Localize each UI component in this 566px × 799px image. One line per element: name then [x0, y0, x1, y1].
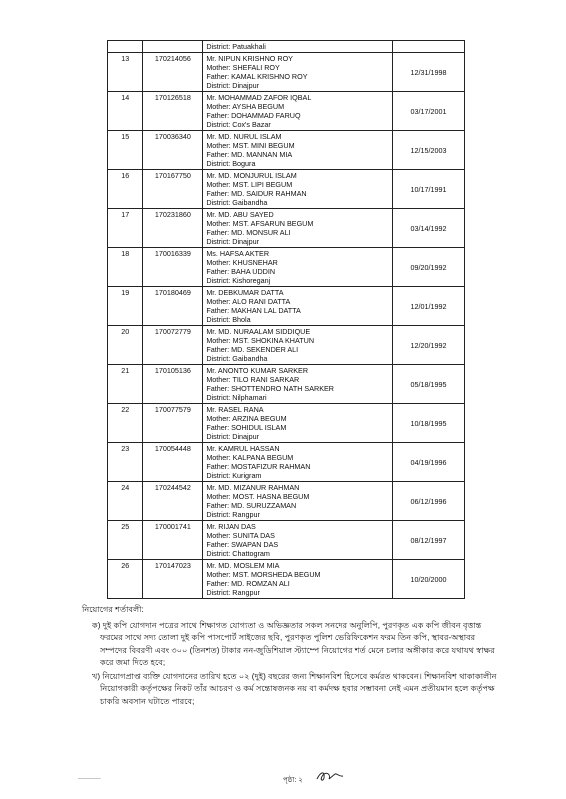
- candidate-name: Mr. MD. NURUL ISLAM: [206, 132, 282, 141]
- candidate-info-cell: [203, 365, 393, 404]
- table-row: [108, 365, 465, 404]
- roll-number-cell: 170180469: [143, 287, 203, 326]
- candidate-father: Father: SWAPAN DAS: [206, 540, 279, 549]
- table-row: [108, 404, 465, 443]
- candidate-name: Mr. MD. ABU SAYED: [206, 210, 274, 219]
- candidate-father: Father: MD. MANNAN MIA: [206, 150, 293, 159]
- table-row: [108, 92, 465, 131]
- candidate-info-cell: [203, 404, 393, 443]
- serial-cell: 22: [108, 404, 143, 443]
- candidate-name: Mr. NIPUN KRISHNO ROY: [206, 54, 293, 63]
- candidate-district: District: Gaibandha: [206, 354, 268, 363]
- roll-number-cell: 170244542: [143, 482, 203, 521]
- candidate-father: Father: MOSTAFIZUR RAHMAN: [206, 462, 311, 471]
- candidate-father: Father: MD. SEKENDER ALI: [206, 345, 299, 354]
- serial-cell: 17: [108, 209, 143, 248]
- candidate-name: Mr. MD. MOSLEM MIA: [206, 561, 280, 570]
- candidate-father: Father: MD. SAIDUR RAHMAN: [206, 189, 307, 198]
- conditions-title: নিয়োগের শর্তাবলী:: [82, 605, 144, 614]
- birth-date-cell: 05/18/1995: [392, 365, 464, 404]
- birth-date-cell: 10/18/1995: [392, 404, 464, 443]
- birth-date-cell: [392, 41, 464, 53]
- table-row: [108, 41, 465, 53]
- serial-cell: 15: [108, 131, 143, 170]
- candidate-mother: Mother: TILO RANI SARKAR: [206, 375, 300, 384]
- candidate-info-cell: [203, 287, 393, 326]
- candidate-district: District: Cox's Bazar: [206, 120, 271, 129]
- candidate-district: District: Dinajpur: [206, 237, 260, 246]
- candidate-mother: Mother: MST. MORSHEDA BEGUM: [206, 570, 321, 579]
- candidate-info-cell: [203, 53, 393, 92]
- table-row: [108, 53, 465, 92]
- birth-date-cell: 12/15/2003: [392, 131, 464, 170]
- roll-number-cell: 170147023: [143, 560, 203, 599]
- birth-date-cell: 04/19/1996: [392, 443, 464, 482]
- candidate-info-cell: [203, 41, 393, 53]
- roll-number-cell: 170036340: [143, 131, 203, 170]
- table-row: [108, 131, 465, 170]
- candidate-name: Mr. RIJAN DAS: [206, 522, 256, 531]
- candidate-district: District: Kurigram: [206, 471, 262, 480]
- candidate-name: Mr. MD. NURAALAM SIDDIQUE: [206, 327, 311, 336]
- serial-cell: 18: [108, 248, 143, 287]
- candidate-name: Mr. DEBKUMAR DATTA: [206, 288, 284, 297]
- birth-date-cell: 08/12/1997: [392, 521, 464, 560]
- candidate-district: District: Bhola: [206, 315, 251, 324]
- candidate-mother: Mother: MST. MINI BEGUM: [206, 141, 295, 150]
- roll-number-cell: 170077579: [143, 404, 203, 443]
- candidate-mother: Mother: SUNITA DAS: [206, 531, 275, 540]
- candidate-father: Father: MD. ROMZAN ALI: [206, 579, 290, 588]
- candidate-mother: Mother: MST. LIPI BEGUM: [206, 180, 293, 189]
- table-row: [108, 521, 465, 560]
- serial-cell: 14: [108, 92, 143, 131]
- candidate-district: District: Rangpur: [206, 588, 260, 597]
- candidate-district: District: Dinajpur: [206, 432, 260, 441]
- candidate-father: Father: SHOTTENDRO NATH SARKER: [206, 384, 334, 393]
- serial-cell: 20: [108, 326, 143, 365]
- candidate-father: Father: MAKHAN LAL DATTA: [206, 306, 301, 315]
- candidate-district: District: Gaibandha: [206, 198, 268, 207]
- serial-cell: 23: [108, 443, 143, 482]
- serial-cell: 24: [108, 482, 143, 521]
- appointment-conditions: [82, 604, 500, 709]
- birth-date-cell: 09/20/1992: [392, 248, 464, 287]
- candidate-info-cell: [203, 170, 393, 209]
- candidate-mother: Mother: MOST. HASNA BEGUM: [206, 492, 310, 501]
- roll-number-cell: 170054448: [143, 443, 203, 482]
- candidate-name: Mr. ANONTO KUMAR SARKER: [206, 366, 309, 375]
- candidate-info-cell: [203, 248, 393, 287]
- serial-cell: 26: [108, 560, 143, 599]
- birth-date-cell: 03/17/2001: [392, 92, 464, 131]
- serial-cell: 13: [108, 53, 143, 92]
- roll-number-cell: 170016339: [143, 248, 203, 287]
- candidate-info-cell: [203, 521, 393, 560]
- roll-number-cell: 170167750: [143, 170, 203, 209]
- serial-cell: 16: [108, 170, 143, 209]
- candidate-father: Father: MD. MONSUR ALI: [206, 228, 291, 237]
- candidate-info-cell: [203, 92, 393, 131]
- birth-date-cell: 12/20/1992: [392, 326, 464, 365]
- serial-cell: 21: [108, 365, 143, 404]
- candidate-table: [107, 40, 465, 599]
- table-row: [108, 443, 465, 482]
- serial-cell: 25: [108, 521, 143, 560]
- birth-date-cell: 03/14/1992: [392, 209, 464, 248]
- candidate-mother: Mother: ARZINA BEGUM: [206, 414, 287, 423]
- candidate-info-cell: [203, 560, 393, 599]
- candidate-mother: Mother: SHEFALI ROY: [206, 63, 280, 72]
- candidate-district: District: Kishoreganj: [206, 276, 271, 285]
- birth-date-cell: 10/17/1991: [392, 170, 464, 209]
- candidate-district: District: Nilphamari: [206, 393, 267, 402]
- candidate-name: Mr. KAMRUL HASSAN: [206, 444, 280, 453]
- serial-cell: [108, 41, 143, 53]
- candidate-mother: Mother: ALO RANI DATTA: [206, 297, 291, 306]
- table-row: [108, 482, 465, 521]
- candidate-info-cell: [203, 209, 393, 248]
- candidate-mother: Mother: KALPANA BEGUM: [206, 453, 294, 462]
- candidate-district: District: Dinajpur: [206, 81, 260, 90]
- candidate-info-cell: [203, 443, 393, 482]
- candidate-father: Father: DOHAMMAD FARUQ: [206, 111, 301, 120]
- roll-number-cell: [143, 41, 203, 53]
- candidate-district: District: Patuakhali: [206, 42, 266, 51]
- candidate-district: District: Chattogram: [206, 549, 270, 558]
- candidate-name: Ms. HAFSA AKTER: [206, 249, 270, 258]
- footer-code-mark: ────────: [78, 776, 101, 781]
- candidate-name: Mr. MD. MONJURUL ISLAM: [206, 171, 297, 180]
- table-row: [108, 326, 465, 365]
- candidate-district: District: Rangpur: [206, 510, 260, 519]
- candidate-father: Father: BAHA UDDIN: [206, 267, 276, 276]
- roll-number-cell: 170231860: [143, 209, 203, 248]
- roll-number-cell: 170001741: [143, 521, 203, 560]
- candidate-name: Mr. MD. MIZANUR RAHMAN: [206, 483, 300, 492]
- birth-date-cell: 12/01/1992: [392, 287, 464, 326]
- candidate-mother: Mother: KHUSNEHAR: [206, 258, 278, 267]
- birth-date-cell: 12/31/1998: [392, 53, 464, 92]
- condition-item-kha: খ) নিয়োগপ্রাপ্ত ব্যক্তি যোগদানের তারিখ হতে ০২ (দুই) বছরের জন্য শিক্ষানবিশ হিসেবে কর্মরত থাকবেন। শিক্ষানবিশ থাকাকালীন নিয়োগকারী কর্তৃপক্ষের নিকট তাঁর আচরণ ও কর্ম সন্তোষজনক নয় বা কর্মদক্ষ হবার সম্ভাবনা নেই এমন প্রতীয়মান হলে কর্তৃপক্ষ চাকরি অবসান ঘটাতে পারবে;: [92, 671, 497, 706]
- table-row: [108, 209, 465, 248]
- candidate-name: Mr. MOHAMMAD ZAFOR IQBAL: [206, 93, 312, 102]
- candidate-table-body: [108, 41, 465, 599]
- roll-number-cell: 170126518: [143, 92, 203, 131]
- table-row: [108, 560, 465, 599]
- candidate-father: Father: MD. SURUZZAMAN: [206, 501, 297, 510]
- candidate-mother: Mother: AYSHA BEGUM: [206, 102, 285, 111]
- table-row: [108, 248, 465, 287]
- birth-date-cell: 06/12/1996: [392, 482, 464, 521]
- candidate-info-cell: [203, 326, 393, 365]
- candidate-father: Father: SOHIDUL ISLAM: [206, 423, 287, 432]
- condition-item-ka: ক) দুই কপি যোগদান পত্রের সাথে শিক্ষাগত যোগ্যতা ও অভিজ্ঞতার সকল সনদের অনুলিপি, পুরণকৃত এক কপি জীবন বৃত্তান্ত ফরমের সাথে সদ্য তোলা দুই কপি পাসপোর্ট সাইজের ছবি, পুরণকৃত পুলিশ ভেরিফিকেশন ফরম তিন কপি, স্থাবর-অস্থাবর সম্পদের বিবরণী এবং ৩০০ (তিনশত) টাকার নন-জুডিশিয়াল স্ট্যাম্পে নিয়োগের শর্ত মেনে চলার অঙ্গীকার করে যথাযথ স্বাক্ষর করে জমা দিতে হবে;: [92, 620, 495, 667]
- signature-initials: [315, 769, 345, 783]
- candidate-mother: Mother: MST. SHOKINA KHATUN: [206, 336, 315, 345]
- candidate-info-cell: [203, 131, 393, 170]
- table-row: [108, 287, 465, 326]
- candidate-mother: Mother: MST. AFSARUN BEGUM: [206, 219, 314, 228]
- serial-cell: 19: [108, 287, 143, 326]
- candidate-info-cell: [203, 482, 393, 521]
- candidate-district: District: Bogura: [206, 159, 256, 168]
- candidate-father: Father: KAMAL KRISHNO ROY: [206, 72, 308, 81]
- roll-number-cell: 170214056: [143, 53, 203, 92]
- candidate-name: Mr. RASEL RANA: [206, 405, 264, 414]
- roll-number-cell: 170072779: [143, 326, 203, 365]
- roll-number-cell: 170105136: [143, 365, 203, 404]
- page-number: পৃষ্ঠা: ২: [283, 777, 303, 784]
- table-row: [108, 170, 465, 209]
- birth-date-cell: 10/20/2000: [392, 560, 464, 599]
